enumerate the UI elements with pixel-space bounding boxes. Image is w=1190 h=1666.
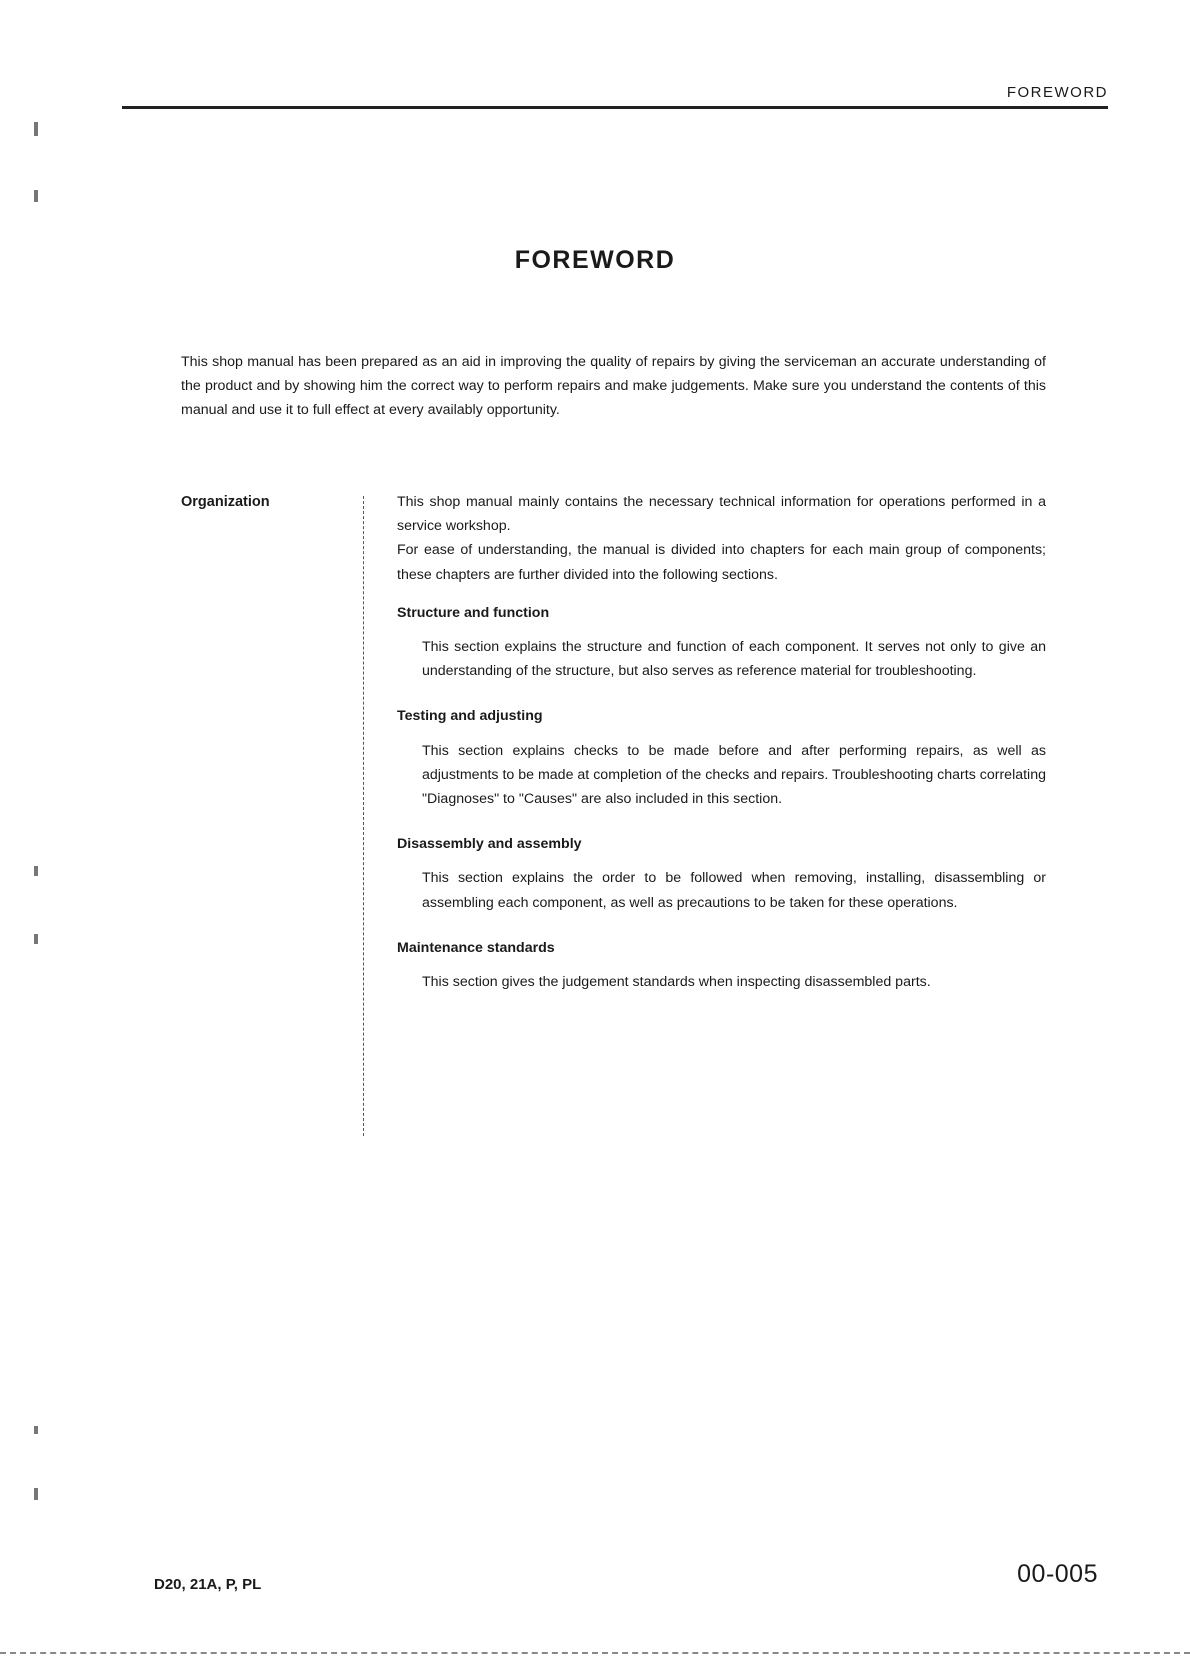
scan-mark [34, 934, 38, 944]
page-number: 00-005 [1017, 1560, 1098, 1588]
running-header: FOREWORD [1006, 84, 1108, 101]
section-heading-maintenance: Maintenance standards [397, 939, 555, 956]
section-heading-disassembly: Disassembly and assembly [397, 836, 582, 853]
page-title: FOREWORD [514, 246, 676, 274]
section-text-maintenance: This section gives the judgement standards when inspecting disassembled parts. [422, 974, 931, 991]
scan-edge [0, 1652, 1190, 1654]
footer-model: D20, 21A, P, PL [154, 1576, 262, 1593]
organization-paragraph: For ease of understanding, the manual is divided into chapters for each main group of components; these chapters are further divided into the following sections. [397, 542, 1046, 583]
scan-mark [34, 190, 38, 202]
organization-label: Organization [181, 494, 270, 510]
organization-paragraph: This shop manual mainly contains the necessary technical information for operations performed in a service workshop. [397, 494, 1046, 535]
change-bar [363, 496, 365, 1136]
header-rule [122, 106, 1108, 109]
section-text-testing: This section explains checks to be made before and after performing repairs, as well as adjustments to be made at completion of the checks and repairs. Troubleshooting charts correlating "Diagnoses" to "Causes" are also included in this section. [422, 742, 1046, 808]
scan-mark [34, 1426, 38, 1434]
scan-mark [34, 866, 38, 876]
section-text-structure: This section explains the structure and function of each component. It serves not only to give an understanding of the structure, but also serves as reference material for troubleshooting. [422, 639, 1046, 680]
section-heading-testing: Testing and adjusting [397, 708, 543, 725]
scan-mark [34, 1488, 38, 1500]
section-heading-structure: Structure and function [397, 604, 550, 621]
section-text-disassembly: This section explains the order to be followed when removing, installing, disassembling or assembling each component, as well as precautions to be taken for these operations. [422, 870, 1046, 911]
scan-mark [34, 122, 38, 136]
intro-paragraph: This shop manual has been prepared as an aid in improving the quality of repairs by giving the serviceman an accurate understanding of the product and by showing him the correct way to perform repairs and make judgements. Make sure you understand the contents of this manual and use it to full effect at every availably opportunity. [181, 354, 1046, 419]
organization-body [397, 490, 1046, 994]
